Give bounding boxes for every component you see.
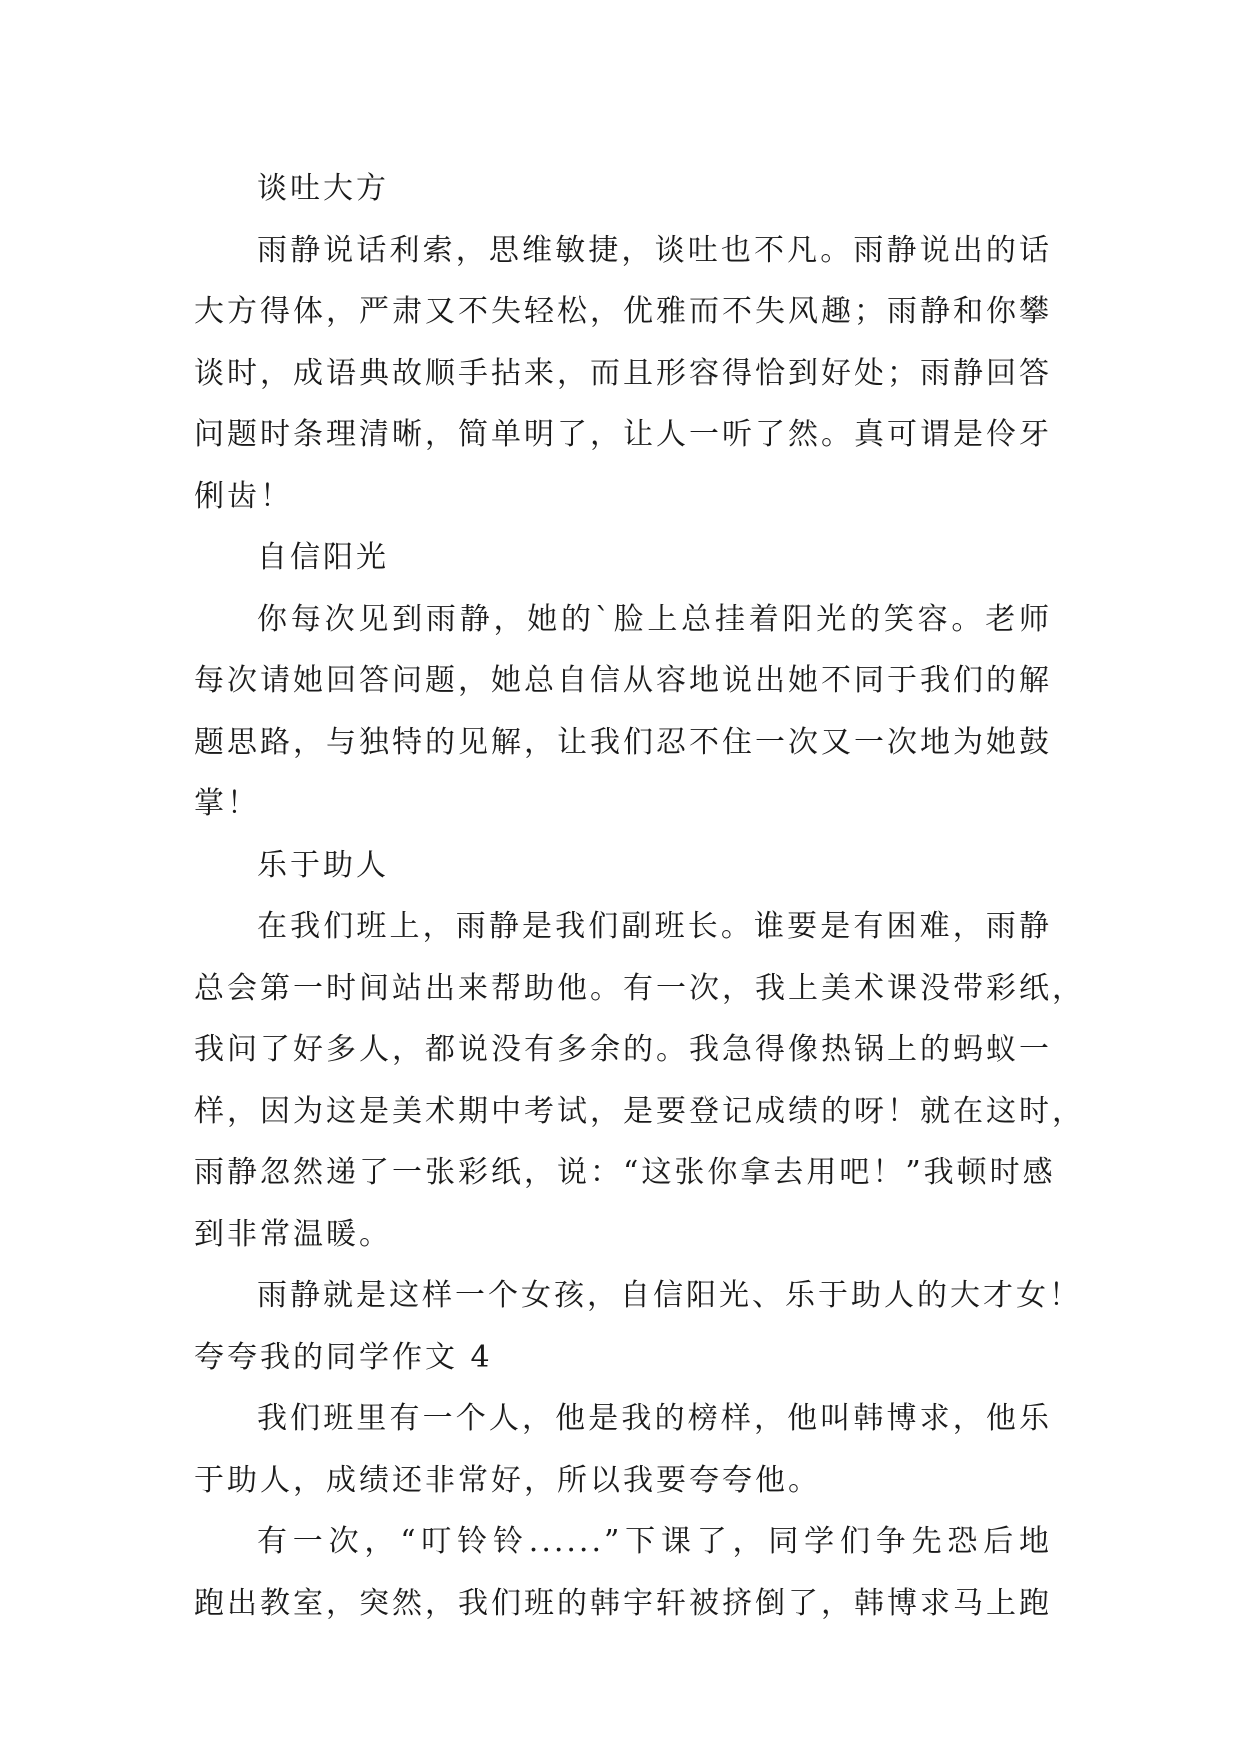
paragraph-line: 样，因为这是美术期中考试，是要登记成绩的呀！就在这时， xyxy=(194,1093,1085,1129)
paragraph-line: 俐齿！ xyxy=(194,478,293,514)
section-heading: 乐于助人 xyxy=(257,847,389,883)
paragraph-line: 在我们班上，雨静是我们副班长。谁要是有困难，雨静 xyxy=(257,909,1052,944)
essay-title: 夸夸我的同学作文 4 xyxy=(194,1339,493,1375)
paragraph-line: 总会第一时间站出来帮助他。有一次，我上美术课没带彩纸， xyxy=(194,970,1085,1006)
paragraph-line: 跑出教室，突然，我们班的韩宇轩被挤倒了，韩博求马上跑 xyxy=(194,1585,1052,1621)
paragraph-line: 雨静忽然递了一张彩纸，说：“这张你拿去用吧！”我顿时感 xyxy=(194,1155,1056,1190)
paragraph-line: 掌！ xyxy=(194,786,260,821)
paragraph-line: 于助人，成绩还非常好，所以我要夸夸他。 xyxy=(194,1462,821,1498)
paragraph-line: 问题时条理清晰，简单明了，让人一听了然。真可谓是伶牙 xyxy=(194,417,1052,452)
paragraph-line: 到非常温暖。 xyxy=(194,1216,392,1252)
paragraph-line: 你每次见到雨静，她的`脸上总挂着阳光的笑容。老师 xyxy=(257,601,1052,637)
paragraph-line: 雨静就是这样一个女孩，自信阳光、乐于助人的大才女！ xyxy=(257,1278,1082,1313)
document-page xyxy=(194,158,1085,1634)
paragraph-line: 我问了好多人，都说没有多余的。我急得像热锅上的蚂蚁一 xyxy=(194,1032,1052,1067)
paragraph-line: 每次请她回答问题，她总自信从容地说出她不同于我们的解 xyxy=(194,663,1052,698)
paragraph-line: 雨静说话利索，思维敏捷，谈吐也不凡。雨静说出的话 xyxy=(257,232,1052,268)
paragraph-line: 大方得体，严肃又不失轻松，优雅而不失风趣；雨静和你攀 xyxy=(194,294,1052,329)
paragraph-line: 我们班里有一个人，他是我的榜样，他叫韩博求，他乐 xyxy=(257,1401,1052,1436)
section-heading: 谈吐大方 xyxy=(257,171,389,206)
paragraph-line: 题思路，与独特的见解，让我们忍不住一次又一次地为她鼓 xyxy=(194,724,1052,760)
paragraph-line: 有一次，“叮铃铃......”下课了，同学们争先恐后地 xyxy=(257,1524,1052,1559)
paragraph-line: 谈时，成语典故顺手拈来，而且形容得恰到好处；雨静回答 xyxy=(194,355,1052,391)
section-heading: 自信阳光 xyxy=(257,540,389,575)
